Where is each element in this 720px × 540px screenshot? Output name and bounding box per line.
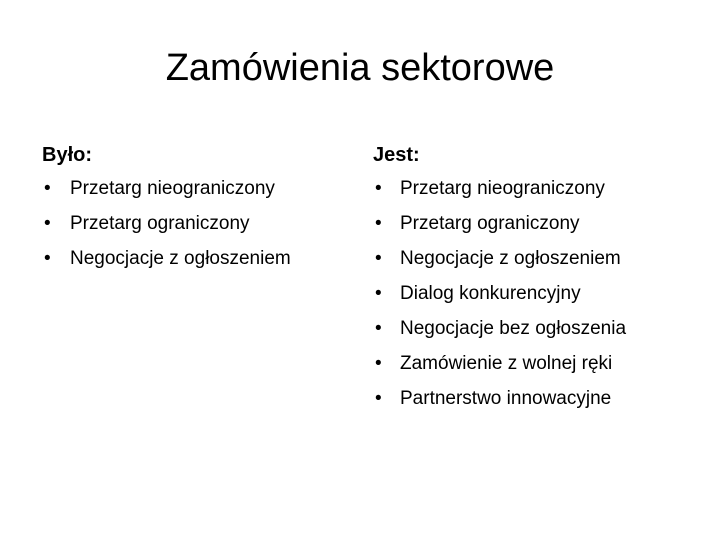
bullet-icon: • bbox=[375, 353, 382, 374]
bullet-icon: • bbox=[44, 178, 51, 199]
list-item-text: Przetarg ograniczony bbox=[70, 213, 250, 234]
bullet-icon: • bbox=[44, 213, 51, 234]
list-item-text: Przetarg nieograniczony bbox=[70, 178, 275, 199]
bullet-icon: • bbox=[375, 213, 382, 234]
list-item-text: Negocjacje z ogłoszeniem bbox=[70, 248, 291, 269]
bullet-icon: • bbox=[375, 178, 382, 199]
right-column-heading: Jest: bbox=[373, 144, 420, 166]
list-item-text: Negocjacje z ogłoszeniem bbox=[400, 248, 621, 269]
list-item-text: Zamówienie z wolnej ręki bbox=[400, 353, 613, 374]
list-item-text: Negocjacje bez ogłoszenia bbox=[400, 318, 627, 339]
list-item-text: Przetarg nieograniczony bbox=[400, 178, 605, 199]
bullet-icon: • bbox=[44, 248, 51, 269]
slide-title: Zamówienia sektorowe bbox=[165, 47, 555, 89]
list-item-text: Przetarg ograniczony bbox=[400, 213, 580, 234]
bullet-icon: • bbox=[375, 283, 382, 304]
bullet-icon: • bbox=[375, 248, 382, 269]
list-item-text: Partnerstwo innowacyjne bbox=[400, 388, 612, 409]
bullet-icon: • bbox=[375, 388, 382, 409]
bullet-icon: • bbox=[375, 318, 382, 339]
left-column-heading: Było: bbox=[42, 144, 92, 166]
list-item-text: Dialog konkurencyjny bbox=[400, 283, 581, 304]
